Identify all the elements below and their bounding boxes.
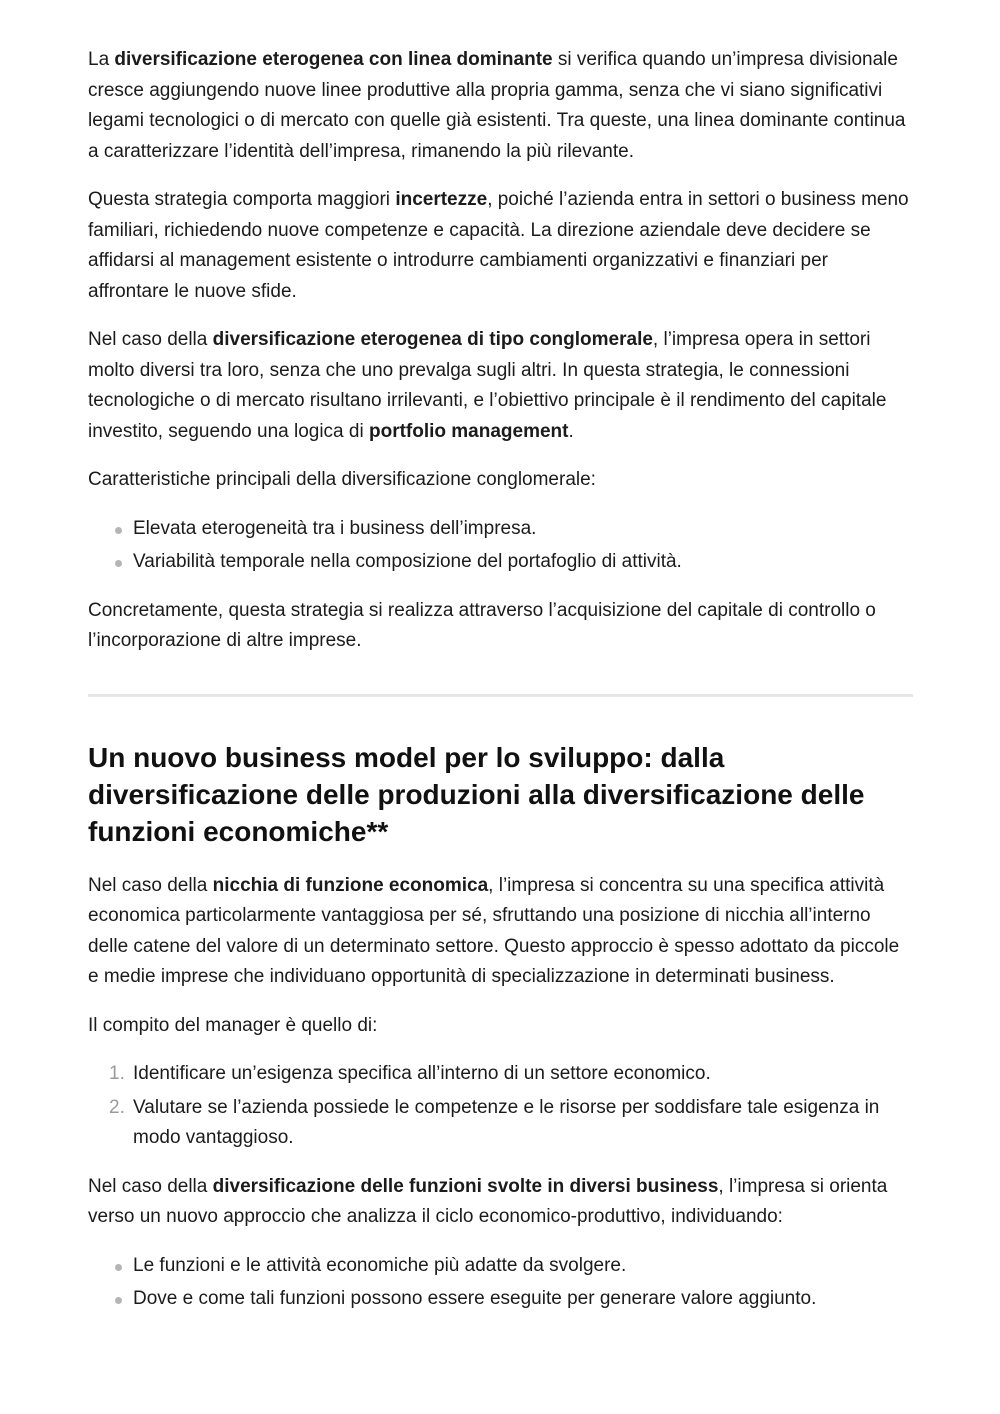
list-item: 2. Valutare se l’azienda possiede le competenze e le risorse per soddisfare tale esigenza in modo vantaggioso.: [133, 1093, 913, 1154]
paragraph-nicchia: Nel caso della nicchia di funzione economica, l’impresa si concentra su una specifica attività economica particolarmente vantaggiosa per sé, sfruttando una posizione di nicchia all’interno delle catene del valore di un determinato settore. Questo approccio è spesso adottato da piccole e medie imprese che individuano opportunità di specializzazione in determinati business.: [88, 874, 900, 987]
bold-term: diversificazione eterogenea di tipo conglomerale: [212, 329, 653, 350]
section-divider: [88, 694, 913, 697]
list-item: Le funzioni e le attività economiche più adatte da svolgere.: [133, 1251, 913, 1282]
bold-term: diversificazione delle funzioni svolte in diversi business: [212, 1175, 719, 1197]
paragraph-compito-manager: Il compito del manager è quello di:: [88, 1014, 378, 1036]
list-number: 2.: [109, 1096, 125, 1118]
paragraph-concretamente: Concretamente, questa strategia si realizza attraverso l’acquisizione del capitale di controllo o l’incorporazione di altre imprese.: [88, 599, 876, 651]
bold-term: portfolio management: [368, 420, 569, 442]
numbered-list-compiti: [88, 1059, 913, 1154]
bullet-list-caratteristiche: [88, 514, 913, 578]
paragraph-funzioni-business: Nel caso della diversificazione delle funzioni svolte in diversi business, l’impresa si orienta verso un nuovo approccio che analizza il ciclo economico-produttivo, individuando:: [88, 1175, 888, 1227]
list-item: 1. Identificare un’esigenza specifica all’interno di un settore economico.: [133, 1059, 913, 1090]
section-heading: Un nuovo business model per lo sviluppo: dalla diversificazione delle produzioni alla diversificazione delle funzioni economiche**: [88, 741, 865, 847]
bold-term: incertezze: [395, 189, 488, 210]
list-item: Elevata eterogeneità tra i business dell’impresa.: [133, 514, 913, 545]
bold-term: nicchia di funzione economica: [212, 874, 489, 896]
list-number: 1.: [109, 1063, 125, 1084]
paragraph-conglomerale: Nel caso della diversificazione eterogenea di tipo conglomerale, l’impresa opera in settori molto diversi tra loro, senza che uno prevalga sugli altri. In questa strategia, le connessioni tecnologiche o di mercato risultano irrilevanti, e l’obiettivo principale è il rendimento del capitale investito, seguendo una logica di portfolio management.: [88, 329, 887, 442]
list-item: Variabilità temporale nella composizione del portafoglio di attività.: [133, 547, 913, 578]
list-item: Dove e come tali funzioni possono essere eseguite per generare valore aggiunto.: [133, 1284, 913, 1315]
paragraph-diversificazione-linea-dominante: La diversificazione eterogenea con linea dominante si verifica quando un’impresa divisionale cresce aggiungendo nuove linee produttive alla propria gamma, senza che vi siano significativi legami tecnologici o di mercato con quelle già esistenti. Tra queste, una linea dominante continua a caratterizzare l’identità dell’impresa, rimanendo la più rilevante.: [88, 49, 906, 162]
bullet-list-funzioni: [88, 1251, 913, 1315]
paragraph-incertezze: Questa strategia comporta maggiori incertezze, poiché l’azienda entra in settori o business meno familiari, richiedendo nuove competenze e capacità. La direzione aziendale deve decidere se affidarsi al management esistente o introdurre cambiamenti organizzativi e finanziari per affrontare le nuove sfide.: [88, 189, 909, 302]
paragraph-caratteristiche: Caratteristiche principali della diversificazione conglomerale:: [88, 469, 596, 490]
bold-term: diversificazione eterogenea con linea dominante: [114, 49, 553, 70]
